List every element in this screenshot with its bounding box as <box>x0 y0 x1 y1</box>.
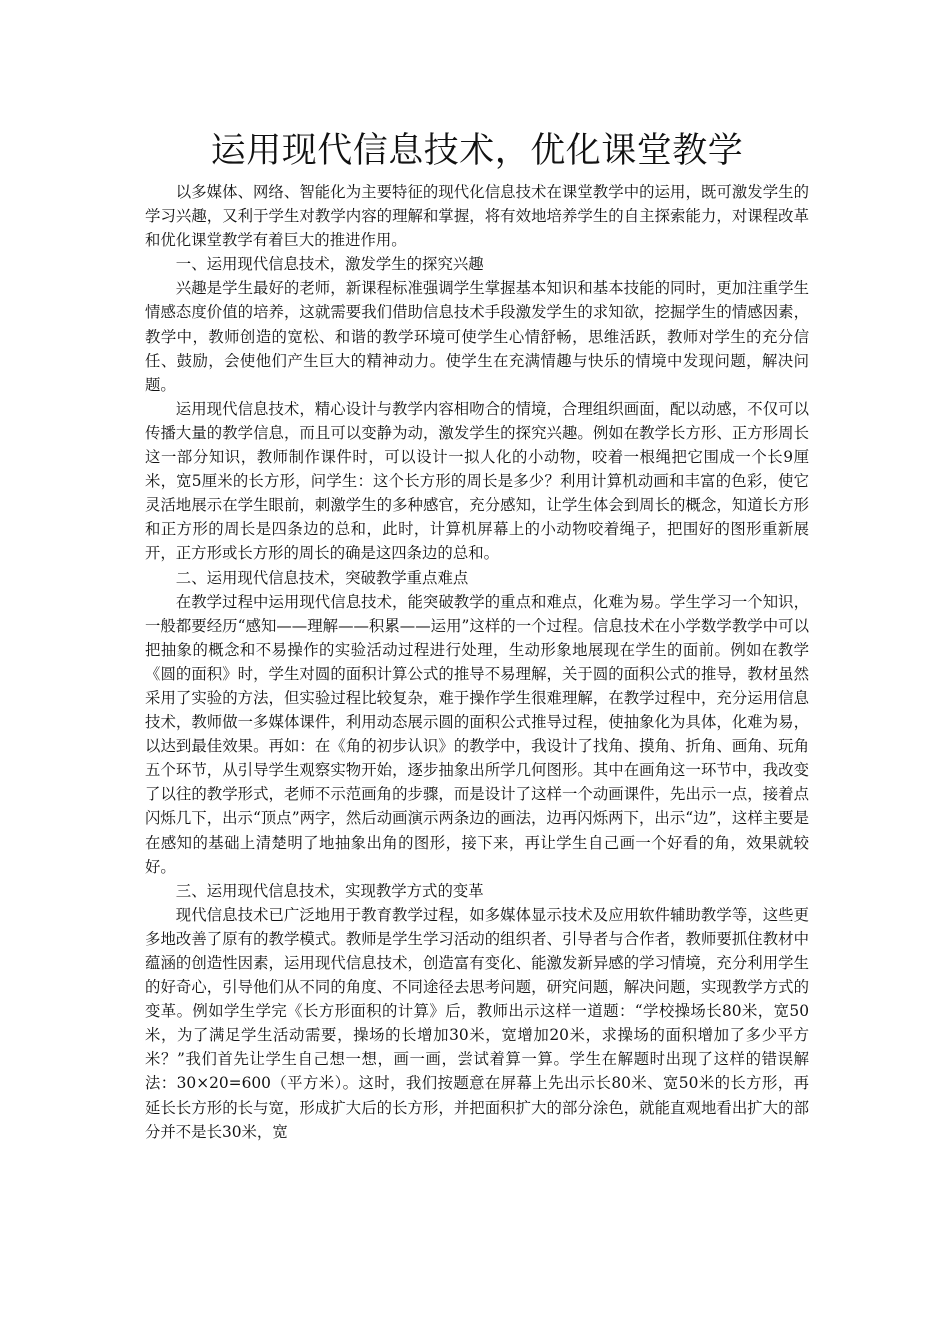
section-2-heading: 二、运用现代信息技术，突破教学重点难点 <box>175 568 469 587</box>
section-2-paragraph-1: 在教学过程中运用现代信息技术，能突破教学的重点和难点，化难为易。学生学习一个知识，一般都要经历“感知——理解——积累——运用”这样的一个过程。信息技术在小学数学教学中可以把抽象的概念和不易操作的实验活动过程进行处理，生动形象地展现在学生的面前。例如在教学《圆的面积》时，学生对圆的面积计算公式的推导不易理解，关于圆的面积公式的推导，教材虽然采用了实验的方法，但实验过程比较复杂，难于操作学生很难理解，在教学过程中，充分运用信息技术，教师做一多媒体课件，利用动态展示圆的面积公式推导过程，使抽象化为具体，化难为易，以达到最佳效果。再如：在《角的初步认识》的教学中，我设计了找角、摸角、折角、画角、玩角五个环节，从引导学生观察实物开始，逐步抽象出所学几何图形。其中在画角这一环节中，我改变了以往的教学形式，老师不示范画角的步骤，而是设计了这样一个动画课件，先出示一点，接着点闪烁几下，出示“顶点”两字，然后动画演示两条边的画法，边再闪烁两下，出示“边”，这样主要是在感知的基础上清楚明了地抽象出角的图形，接下来，再让学生自己画一个好看的角，效果就较好。 <box>145 592 809 876</box>
document-title: 运用现代信息技术，优化课堂教学 <box>210 131 744 171</box>
section-1-paragraph-2: 运用现代信息技术，精心设计与教学内容相吻合的情境，合理组织画面，配以动感，不仅可以传播大量的教学信息，而且可以变静为动，激发学生的探究兴趣。例如在教学长方形、正方形周长这一部分知识，教师制作课件时，可以设计一拟人化的小动物，咬着一根绳把它围成一个长9厘米，宽5厘米的长方形，问学生：这个长方形的周长是多少？利用计算机动画和丰富的色彩，使它灵活地展示在学生眼前，刺激学生的多种感官，充分感知，让学生体会到周长的概念，知道长方形和正方形的周长是四条边的总和，此时，计算机屏幕上的小动物咬着绳子，把围好的图形重新展开，正方形或长方形的周长的确是这四条边的总和。 <box>145 399 809 563</box>
section-1-heading: 一、运用现代信息技术，激发学生的探究兴趣 <box>175 255 484 274</box>
section-3-heading: 三、运用现代信息技术，实现教学方式的变革 <box>175 881 484 900</box>
document-page <box>145 128 809 1144</box>
section-1-paragraph-1: 兴趣是学生最好的老师，新课程标准强调学生掌握基本知识和基本技能的同时，更加注重学生情感态度价值的培养，这就需要我们借助信息技术手段激发学生的求知欲，挖掘学生的情感因素，教学中，教师创造的宽松、和谐的教学环境可使学生心情舒畅，思维活跃，教师对学生的充分信任、鼓励，会使他们产生巨大的精神动力。使学生在充满情趣与快乐的情境中发现问题，解决问题。 <box>145 279 809 394</box>
section-3-paragraph-1: 现代信息技术已广泛地用于教育教学过程，如多媒体显示技术及应用软件辅助教学等，这些更多地改善了原有的教学模式。教师是学生学习活动的组织者、引导者与合作者，教师要抓住教材中蕴涵的创造性因素，运用现代信息技术，创造富有变化、能激发新异感的学习情境，充分利用学生的好奇心，引导他们从不同的角度、不同途径去思考问题，研究问题，解决问题，实现教学方式的变革。例如学生学完《长方形面积的计算》后，教师出示这样一道题：“学校操场长80米，宽50米，为了满足学生活动需要，操场的长增加30米，宽增加20米，求操场的面积增加了多少平方米？”我们首先让学生自己想一想，画一画，尝试着算一算。学生在解题时出现了这样的错误解法：30×20=600（平方米）。这时，我们按题意在屏幕上先出示长80米、宽50米的长方形，再延长长方形的长与宽，形成扩大后的长方形，并把面积扩大的部分涂色，就能直观地看出扩大的部分并不是长30米，宽 <box>145 905 809 1141</box>
intro-paragraph: 以多媒体、网络、智能化为主要特征的现代化信息技术在课堂教学中的运用，既可激发学生的学习兴趣，又利于学生对教学内容的理解和掌握，将有效地培养学生的自主探索能力，对课程改革和优化课堂教学有着巨大的推进作用。 <box>145 183 809 250</box>
